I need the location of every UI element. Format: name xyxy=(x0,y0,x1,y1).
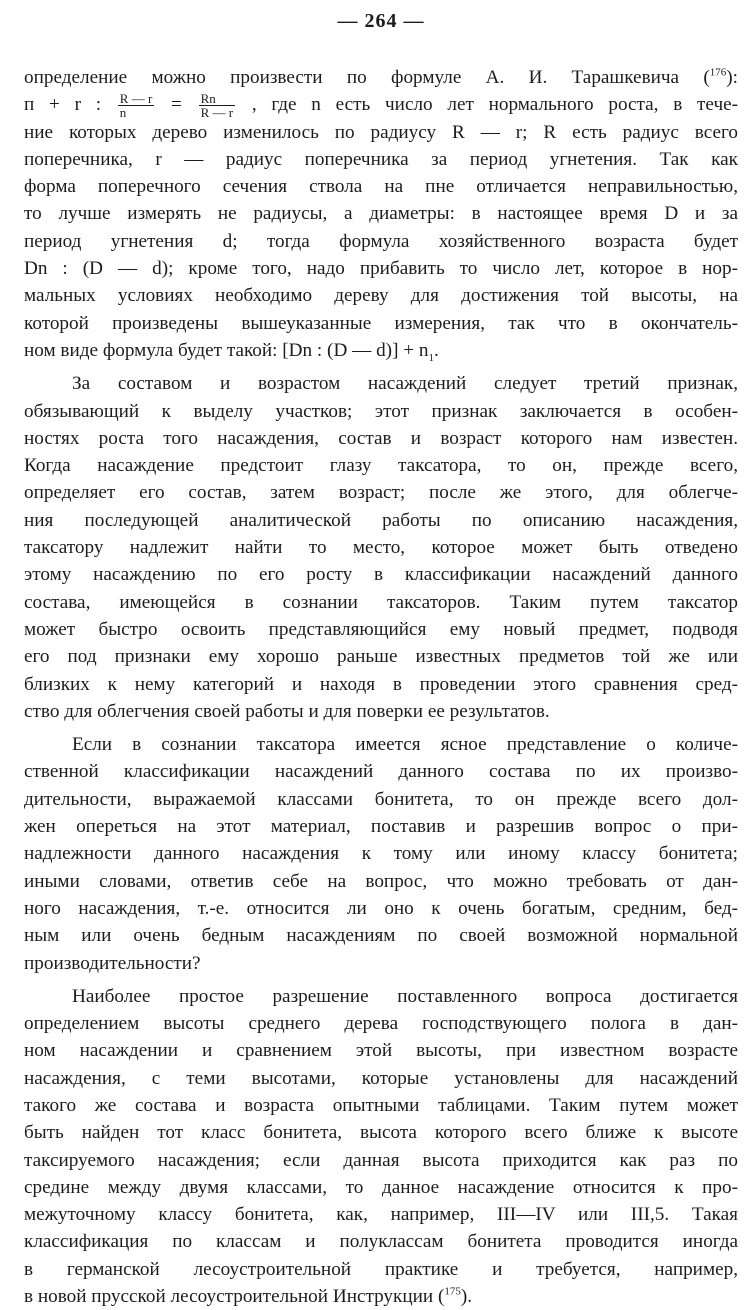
text-line xyxy=(24,813,738,840)
line-text: которой произведены вышеуказанные измерения, так что в окончатель- xyxy=(24,312,738,334)
text-line xyxy=(24,64,738,91)
line-text: ). xyxy=(460,1286,473,1308)
body-text xyxy=(24,64,738,1310)
text-line xyxy=(24,228,738,255)
fraction-denominator: n xyxy=(119,105,127,119)
text-line xyxy=(24,282,738,309)
line-text: может быстро освоить представляющийся ему новый предмет, подводя xyxy=(24,618,738,640)
line-text: дительности, выражаемой классами бонитета, то он прежде всего дол- xyxy=(24,788,738,810)
line-text: близких к нему категорий и находя в проведении этого сравнения сред- xyxy=(24,673,738,695)
line-text: Если в сознании таксатора имеется ясное представление о количе- xyxy=(72,734,738,756)
subscript: 1 xyxy=(428,351,434,364)
line-text: ния последующей аналитической работы по описанию насаждения, xyxy=(24,509,738,531)
text-line xyxy=(24,840,738,867)
text-line xyxy=(24,1010,738,1037)
line-text: ): xyxy=(726,67,738,88)
line-text: форма поперечного сечения ствола на пне отличается неправильностью, xyxy=(24,176,738,198)
page-number: — 264 — xyxy=(337,10,425,32)
line-text: ного насаждения, т.-е. относится ли оно к очень богатым, средним, бед- xyxy=(24,897,738,919)
text-line xyxy=(24,1228,738,1255)
fraction xyxy=(118,92,155,118)
text-line xyxy=(24,337,738,364)
line-text: мальных условиях необходимо дереву для достижения той высоты, на xyxy=(24,285,738,307)
text-line xyxy=(24,1092,738,1119)
line-text: производительности? xyxy=(24,952,201,974)
paragraph xyxy=(24,731,738,977)
line-text: такого же состава и возраста опытными таблицами. Таким путем может xyxy=(24,1094,738,1116)
text-line xyxy=(24,1147,738,1174)
text-line xyxy=(24,255,738,282)
text-line xyxy=(24,671,738,698)
line-text: определение можно произвести по формуле А. И. Тарашкевича ( xyxy=(24,67,710,88)
fraction-numerator: R — r xyxy=(119,91,153,107)
line-text: ном виде формула будет такой: [Dn : (D — d)] + n xyxy=(24,339,429,361)
footnote-reference: 176 xyxy=(709,66,727,79)
line-text: , где n есть число лет нормального роста, в тече- xyxy=(237,94,738,116)
text-line xyxy=(24,310,738,337)
text-line xyxy=(24,868,738,895)
text-line xyxy=(24,1256,738,1283)
line-text: жен опереться на этот материал, поставив и разрешив вопрос о при- xyxy=(24,816,738,838)
formula-text: п + r : xyxy=(24,94,116,116)
line-text: в германской лесоустроительной практике и требуется, например, xyxy=(24,1258,738,1280)
line-text: классификация по классам и полуклассам бонитета проводится иногда xyxy=(24,1231,738,1253)
line-text: его под признаки ему хорошо раньше известных предметов той же или xyxy=(24,646,738,668)
text-line xyxy=(24,1283,738,1310)
line-text: надлежности данного насаждения к тому или иному классу бонитета; xyxy=(24,843,738,865)
line-text: ние которых дерево изменилось по радиусу R — r; R есть радиус всего xyxy=(24,121,738,143)
line-text: Наиболее простое разрешение поставленного вопроса достигается xyxy=(72,985,738,1007)
text-line xyxy=(24,370,738,397)
fraction-denominator: R — r xyxy=(200,105,234,119)
text-line xyxy=(24,731,738,758)
line-text: иными словами, ответив себе на вопрос, что можно требовать от дан- xyxy=(24,870,738,892)
text-line xyxy=(24,1037,738,1064)
fraction xyxy=(199,92,236,118)
line-text: в новой прусской лесоустроительной Инструкции ( xyxy=(24,1286,445,1308)
text-line xyxy=(24,1174,738,1201)
text-line xyxy=(24,983,738,1010)
line-text: определяет его состав, затем возраст; после же этого, для облегче- xyxy=(24,482,738,504)
text-line xyxy=(24,146,738,173)
line-text: поперечника, r — радиус поперечника за период угнетения. Так как xyxy=(24,148,738,170)
line-text: насаждения, с теми высотами, которые установлены для насаждений xyxy=(24,1067,738,1089)
line-text: . xyxy=(433,339,439,361)
text-line xyxy=(24,950,738,977)
text-line xyxy=(24,398,738,425)
text-line xyxy=(24,698,738,725)
text-line xyxy=(24,173,738,200)
text-line xyxy=(24,91,738,118)
paragraph xyxy=(24,64,738,364)
line-text: то лучше измерять не радиусы, а диаметры: в настоящее время D и за xyxy=(24,203,738,225)
text-line xyxy=(24,561,738,588)
text-line xyxy=(24,119,738,146)
equals-sign: = xyxy=(156,94,197,116)
line-text: средине между двумя классами, то данное насаждение относится к про- xyxy=(24,1176,738,1198)
line-text: ным или очень бедным насаждениям по своей возможной нормальной xyxy=(24,925,738,947)
text-line xyxy=(24,507,738,534)
text-line xyxy=(24,452,738,479)
text-line xyxy=(24,589,738,616)
line-text: ственной классификации насаждений данного состава по их произво- xyxy=(24,761,738,783)
text-line xyxy=(24,534,738,561)
paragraph xyxy=(24,983,738,1310)
line-text: таксируемого насаждения; если данная высота приходится как раз по xyxy=(24,1149,738,1171)
line-text: состава, имеющейся в сознании таксаторов. Таким путем таксатор xyxy=(24,591,738,613)
text-line xyxy=(24,786,738,813)
text-line xyxy=(24,200,738,227)
line-text: таксатору надлежит найти то место, которое может быть отведено xyxy=(24,537,738,559)
line-text: быть найден тот класс бонитета, высота которого всего ближе к высоте xyxy=(24,1122,738,1144)
text-line xyxy=(24,616,738,643)
text-line xyxy=(24,643,738,670)
line-text: период угнетения d; тогда формула хозяйственного возраста будет xyxy=(24,230,738,252)
line-text: ном насаждении и сравнением этой высоты, при известном возрасте xyxy=(24,1040,738,1062)
text-line xyxy=(24,425,738,452)
text-line xyxy=(24,479,738,506)
text-line xyxy=(24,1201,738,1228)
line-text: ностях роста того насаждения, состав и возраст которого нам известен. xyxy=(24,427,738,449)
line-text: Dn : (D — d); кроме того, надо прибавить то число лет, которое в нор- xyxy=(24,258,738,280)
line-text: ство для облегчения своей работы и для поверки ее результатов. xyxy=(24,700,550,722)
line-text: межуточному классу бонитета, как, например, III—IV или III,5. Такая xyxy=(24,1204,738,1226)
line-text: Когда насаждение предстоит глазу таксатора, то он, прежде всего, xyxy=(24,455,738,477)
text-line xyxy=(24,895,738,922)
text-line xyxy=(24,1119,738,1146)
line-text: этому насаждению по его росту в классификации насаждений данного xyxy=(24,564,738,586)
line-text: За составом и возрастом насаждений следует третий признак, xyxy=(72,373,738,395)
line-text: определением высоты среднего дерева господствующего полога в дан- xyxy=(24,1013,738,1035)
text-line xyxy=(24,758,738,785)
line-text: обязывающий к выделу участков; этот признак заключается в особен- xyxy=(24,400,738,422)
paragraph xyxy=(24,370,738,725)
footnote-reference: 175 xyxy=(444,1285,461,1298)
text-line xyxy=(24,1065,738,1092)
text-line xyxy=(24,922,738,949)
fraction-numerator: Rn xyxy=(199,92,236,106)
